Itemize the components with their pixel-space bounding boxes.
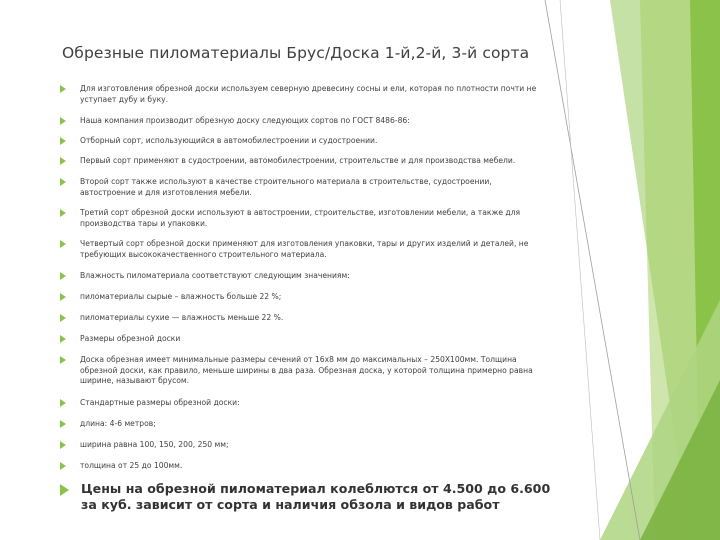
bullet-item [60,177,542,198]
bullet-text: Отборный сорт, использующийся в автомобилестроении и судостроении. [80,136,378,145]
bullet-arrow-icon [60,420,66,428]
bullet-item [60,136,542,147]
bullet-arrow-icon [60,484,69,496]
bullet-text: Наша компания производит обрезную доску следующих сортов по ГОСТ 8486-86: [80,116,410,125]
bullet-text: пиломатериалы сухие — влажность меньше 22 %. [80,313,284,322]
bullet-text: Доска обрезная имеет минимальные размеры сечений от 16х8 мм до максимальных – 250Х100мм. Толщина обрезной доски, как правило, меньше ширины в два раза. Обрезная доска, у которой толщина примерно равна ширине, называют брусом. [80,355,533,385]
price-bullet [60,481,551,513]
bullet-item [60,313,542,324]
bullet-arrow-icon [60,85,66,93]
slide-title: Обрезные пиломатериалы Брус/Доска 1-й,2-й, 3-й сорта [62,44,530,62]
bullet-text: Стандартные размеры обрезной доски: [80,398,240,407]
bullet-arrow-icon [60,272,66,280]
bullet-text: Третий сорт обрезной доски используют в автостроении, строительстве, изготовлении мебели, а также для производства тары и упаковки. [80,208,521,228]
bullet-arrow-icon [60,335,66,343]
bullet-arrow-icon [60,178,66,186]
bullet-text: ширина равна 100, 150, 200, 250 мм; [80,440,229,449]
bullet-arrow-icon [60,399,66,407]
bullet-item [60,84,542,105]
bullet-item [60,271,542,282]
bullet-item [60,440,542,451]
bullet-item [60,116,542,127]
bullet-text: Для изготовления обрезной доски используем северную древесину сосны и ели, которая по плотности почти не уступает дубу и буку. [80,84,537,104]
bullet-text: Влажность пиломатериала соответствуют следующим значениям: [80,271,350,280]
bullet-text: Размеры обрезной доски [80,334,181,343]
bullet-item [60,355,542,387]
bullet-item [60,419,542,430]
bullet-arrow-icon [60,240,66,248]
bullet-item [60,156,542,167]
bullet-arrow-icon [60,157,66,165]
bullet-item [60,334,542,345]
bullet-text: толщина от 25 до 100мм. [80,461,183,470]
bullet-arrow-icon [60,209,66,217]
bullet-text: Второй сорт также используют в качестве строительного материала в строительстве, судостроении, автостроение и для изготовления мебели. [80,177,492,197]
bullet-arrow-icon [60,356,66,364]
bullet-item [60,461,542,472]
bullet-item [60,292,542,303]
bullet-item [60,239,542,260]
bullet-arrow-icon [60,462,66,470]
bullet-item [60,208,542,229]
bullet-arrow-icon [60,137,66,145]
bullet-text: пиломатериалы сырые – влажность больше 22 %; [80,292,282,301]
bullet-text: Первый сорт применяют в судостроении, автомобилестроении, строительстве и для производства мебели. [80,156,516,165]
price-text: Цены на обрезной пиломатериал колеблются от 4.500 до 6.600 за куб. зависит от сорта и наличия обзола и видов работ [81,481,551,512]
bullet-arrow-icon [60,293,66,301]
bullet-text: длина: 4-6 метров; [80,419,156,428]
bullet-arrow-icon [60,117,66,125]
bullet-arrow-icon [60,314,66,322]
bullet-item [60,398,542,409]
bullet-text: Четвертый сорт обрезной доски применяют для изготовления упаковки, тары и других изделий и деталей, не требующих высококачественного строительного материала. [80,239,529,259]
bullet-arrow-icon [60,441,66,449]
